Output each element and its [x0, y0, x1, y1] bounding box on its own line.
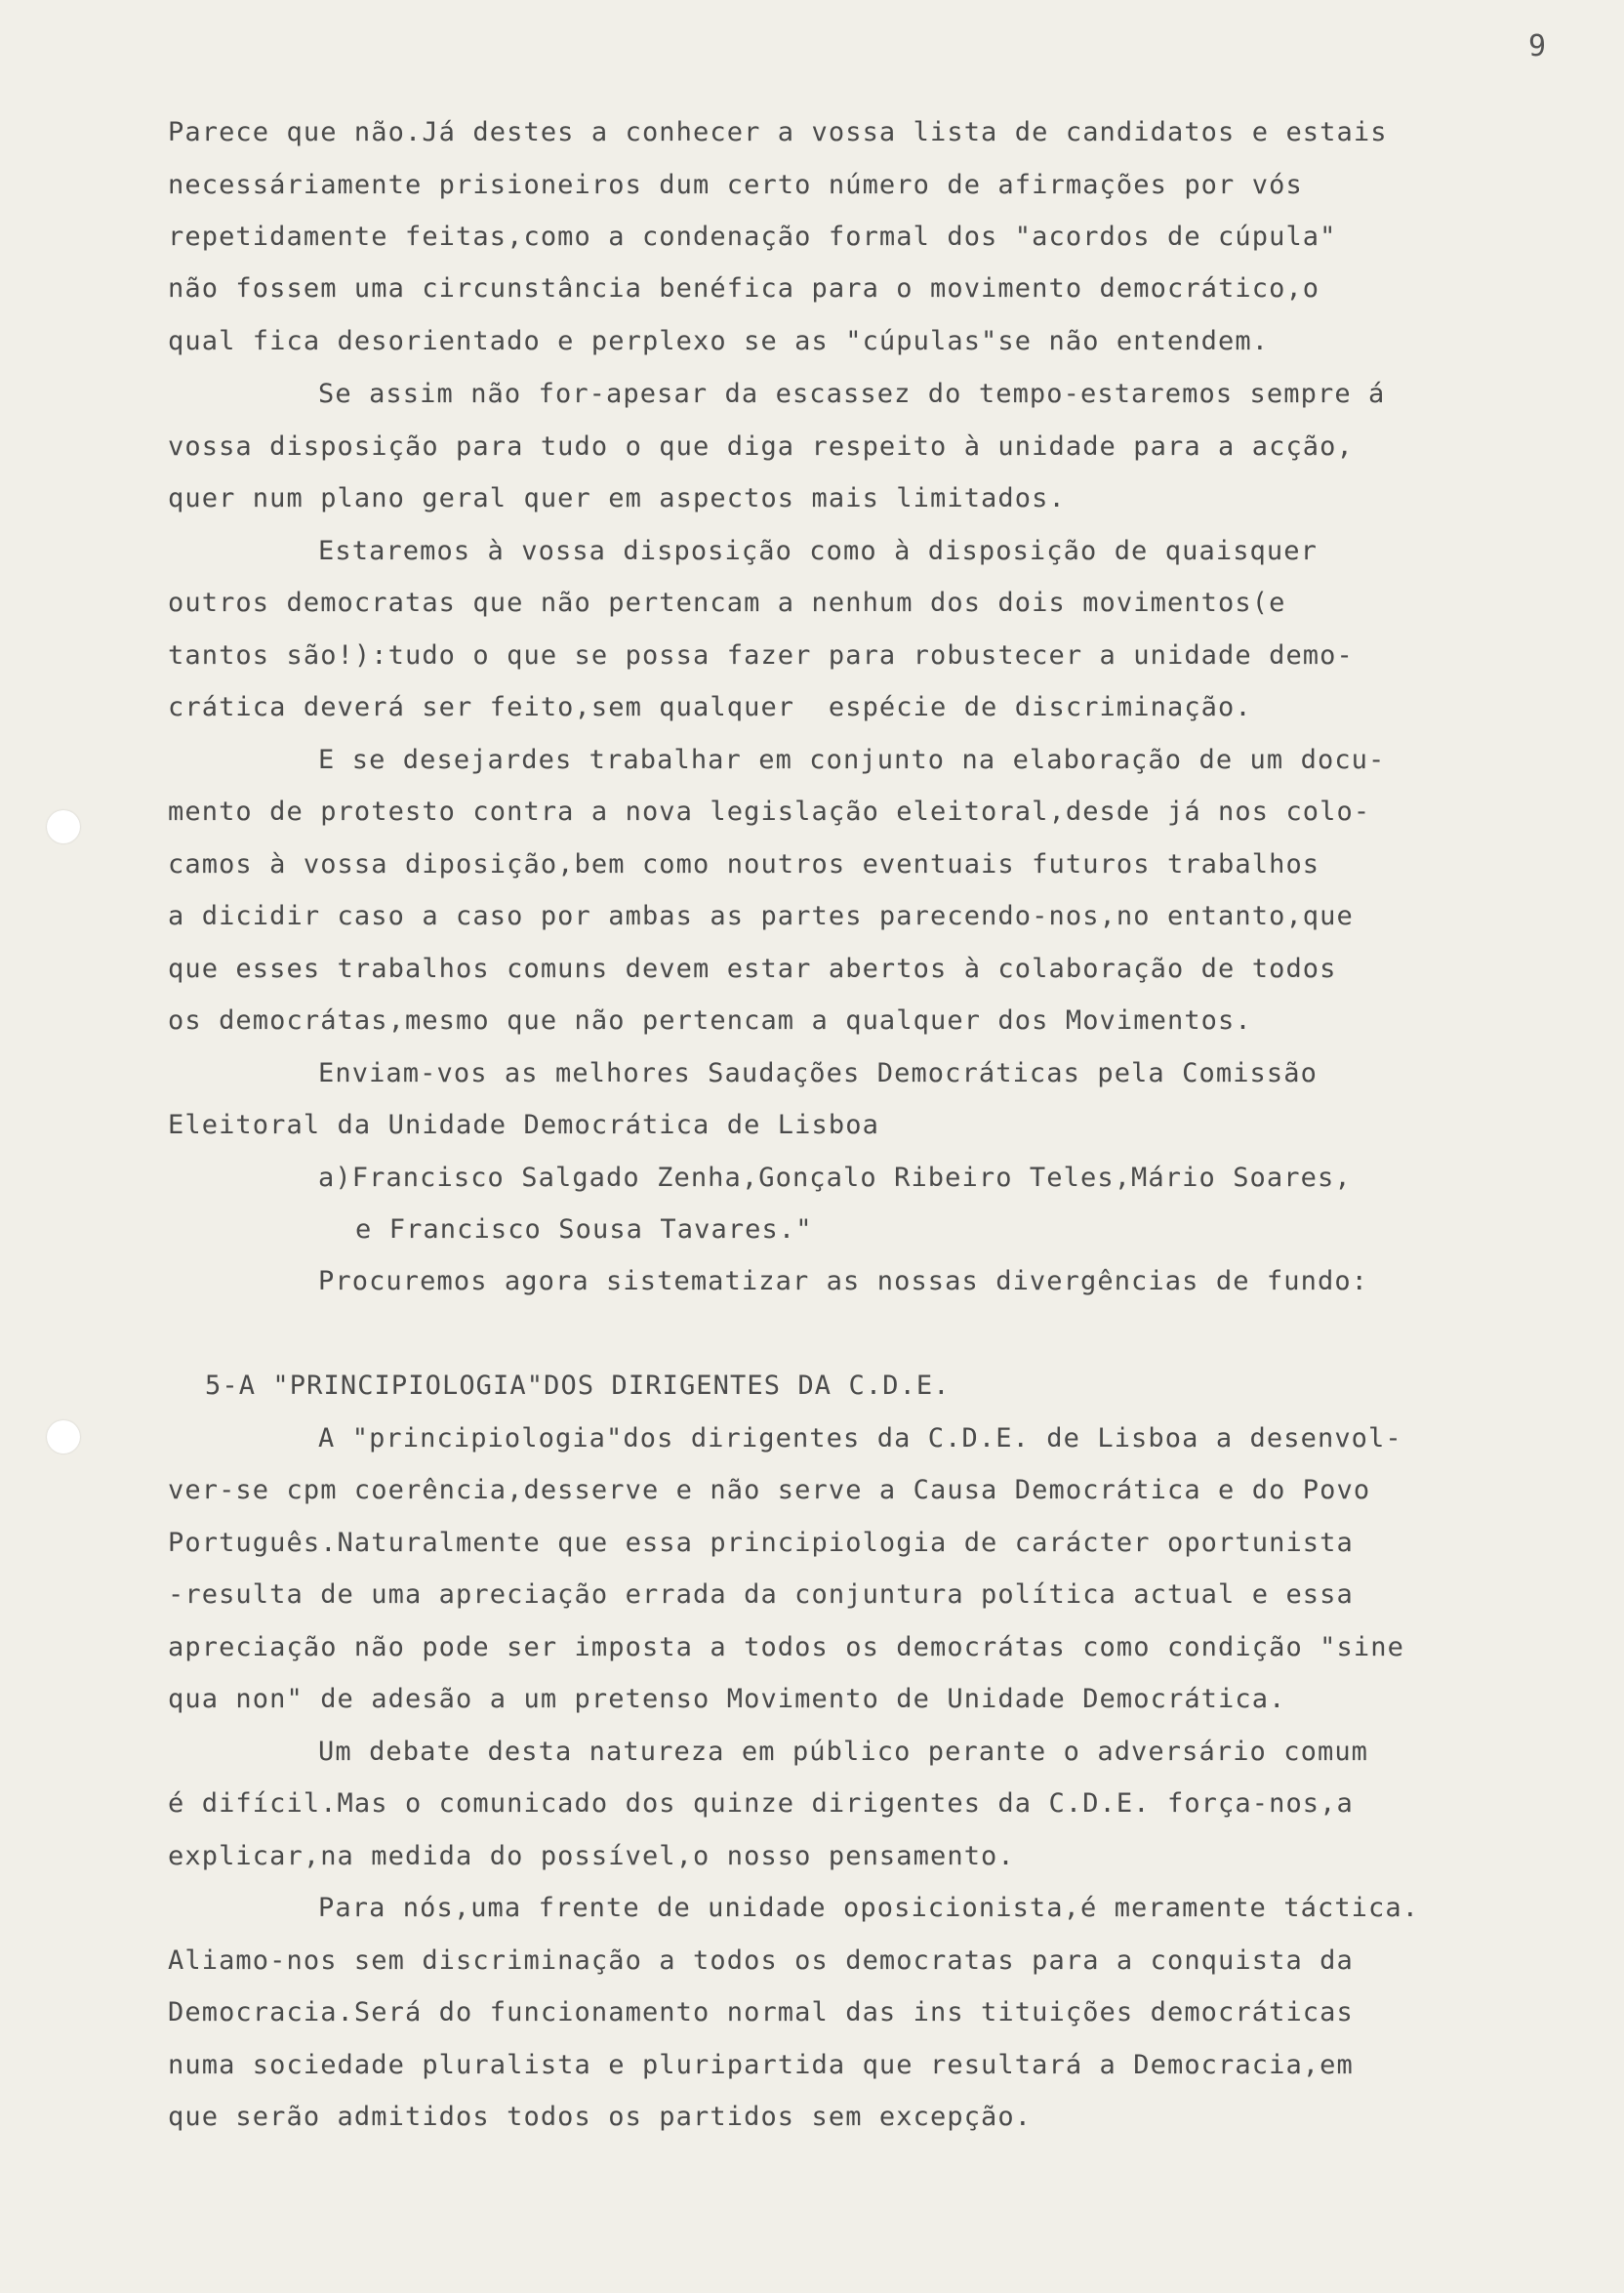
punch-hole-bottom	[47, 1420, 80, 1454]
text-line: e Francisco Sousa Tavares."	[355, 1214, 813, 1245]
text-line: explicar,na medida do possível,o nosso pensamento.	[168, 1841, 1015, 1871]
text-line: que esses trabalhos comuns devem estar abertos à colaboração de todos	[168, 954, 1337, 984]
text-line: camos à vossa diposição,bem como noutros eventuais futuros trabalhos	[168, 849, 1320, 880]
text-line: numa sociedade pluralista e pluripartida que resultará a Democracia,em	[168, 2050, 1354, 2080]
text-line: Procuremos agora sistematizar as nossas divergências de fundo:	[318, 1266, 1369, 1296]
text-line: não fossem uma circunstância benéfica para o movimento democrático,o	[168, 273, 1320, 304]
text-line: quer num plano geral quer em aspectos mais limitados.	[168, 483, 1066, 513]
text-line: ver-se cpm coerência,desserve e não serve a Causa Democrática e do Povo	[168, 1475, 1371, 1505]
text-line: Português.Naturalmente que essa principiologia de carácter oportunista	[168, 1528, 1354, 1558]
text-line: Enviam-vos as melhores Saudações Democráticas pela Comissão	[318, 1058, 1318, 1088]
punch-hole-top	[47, 810, 80, 843]
text-line: mento de protesto contra a nova legislação eleitoral,desde já nos colo-	[168, 797, 1371, 827]
text-line: E se desejardes trabalhar em conjunto na elaboração de um docu-	[318, 745, 1386, 775]
section-heading: 5-A "PRINCIPIOLOGIA"DOS DIRIGENTES DA C.D.E.	[205, 1371, 951, 1401]
text-line: apreciação não pode ser imposta a todos os democrátas como condição "sine	[168, 1632, 1404, 1662]
text-line: crática deverá ser feito,sem qualquer espécie de discriminação.	[168, 692, 1252, 722]
text-line: tantos são!):tudo o que se possa fazer para robustecer a unidade demo-	[168, 640, 1354, 671]
text-line: Para nós,uma frente de unidade oposicionista,é meramente táctica.	[318, 1893, 1420, 1923]
text-line: repetidamente feitas,como a condenação formal dos "acordos de cúpula"	[168, 222, 1337, 252]
text-line: Estaremos à vossa disposição como à disposição de quaisquer	[318, 536, 1318, 566]
text-line: a dicidir caso a caso por ambas as partes parecendo-nos,no entanto,que	[168, 901, 1354, 931]
text-line: Democracia.Será do funcionamento normal das ins tituições democráticas	[168, 1997, 1354, 2027]
text-line: os democrátas,mesmo que não pertencam a qualquer dos Movimentos.	[168, 1005, 1252, 1036]
text-line: vossa disposição para tudo o que diga respeito à unidade para a acção,	[168, 431, 1354, 462]
text-line: que serão admitidos todos os partidos sem excepção.	[168, 2102, 1033, 2132]
text-line: outros democratas que não pertencam a nenhum dos dois movimentos(e	[168, 588, 1286, 618]
text-line: Eleitoral da Unidade Democrática de Lisboa	[168, 1110, 879, 1140]
text-line: -resulta de uma apreciação errada da conjuntura política actual e essa	[168, 1579, 1354, 1610]
text-line: Aliamo-nos sem discriminação a todos os democratas para a conquista da	[168, 1945, 1354, 1976]
text-line: é difícil.Mas o comunicado dos quinze dirigentes da C.D.E. força-nos,a	[168, 1788, 1354, 1819]
text-line: a)Francisco Salgado Zenha,Gonçalo Ribeiro Teles,Mário Soares,	[318, 1163, 1352, 1193]
text-line: Um debate desta natureza em público perante o adversário comum	[318, 1737, 1369, 1767]
page-number: 9	[1528, 29, 1547, 63]
text-line: Parece que não.Já destes a conhecer a vossa lista de candidatos e estais	[168, 117, 1388, 147]
text-line: necessáriamente prisioneiros dum certo número de afirmações por vós	[168, 170, 1303, 200]
text-line: qua non" de adesão a um pretenso Movimento de Unidade Democrática.	[168, 1684, 1286, 1714]
text-line: Se assim não for-apesar da escassez do tempo-estaremos sempre á	[318, 379, 1386, 409]
text-line: A "principiologia"dos dirigentes da C.D.E. de Lisboa a desenvol-	[318, 1423, 1402, 1454]
text-line: qual fica desorientado e perplexo se as "cúpulas"se não entendem.	[168, 326, 1270, 356]
